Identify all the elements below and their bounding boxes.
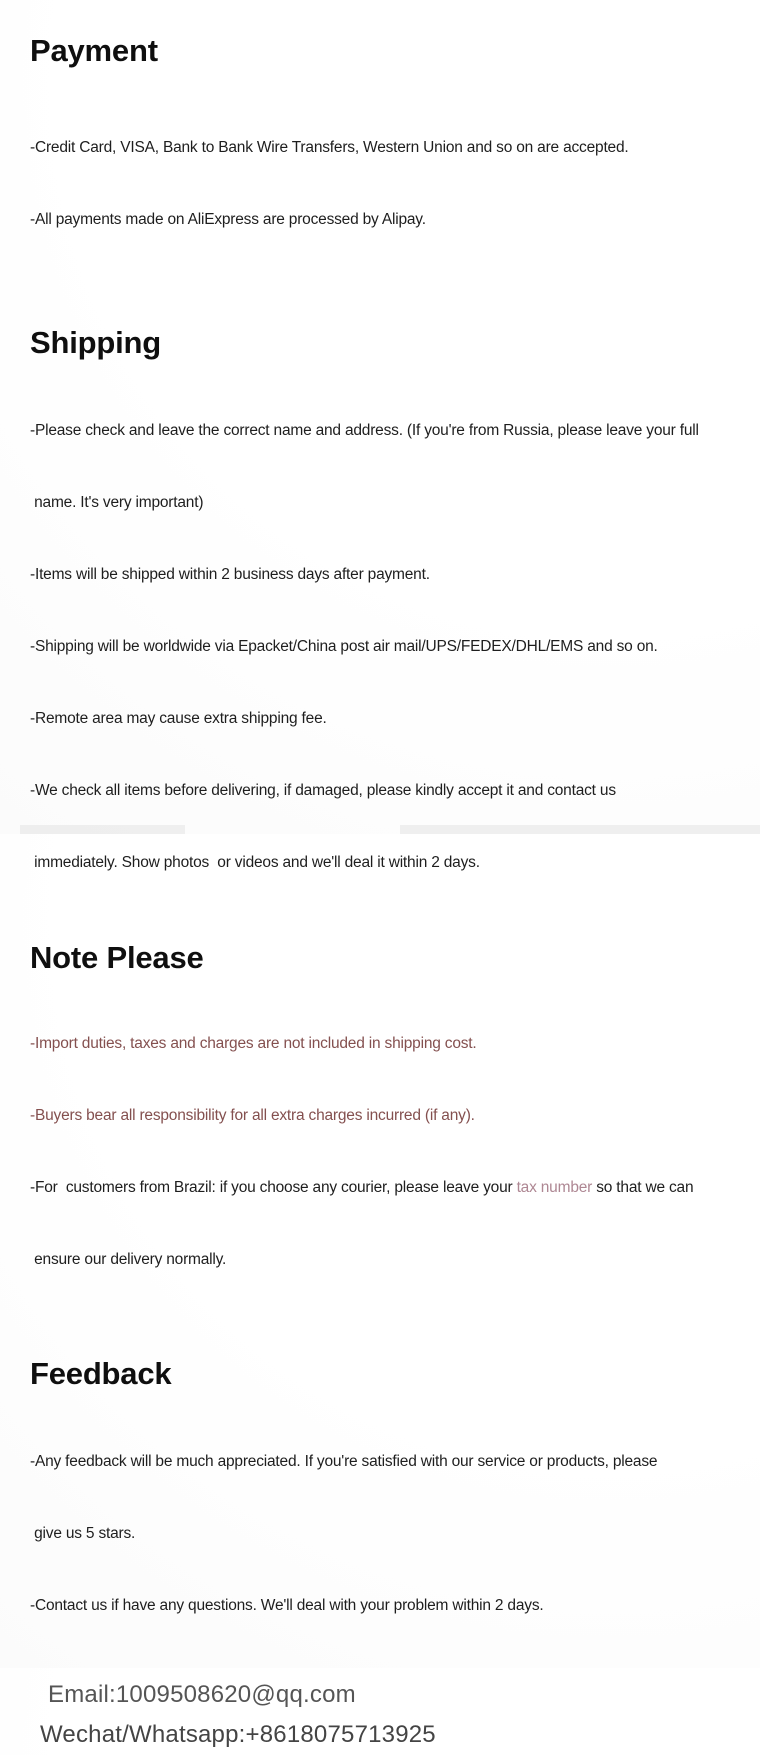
payment-line: -Credit Card, VISA, Bank to Bank Wire Transfers, Western Union and so on are accepted.	[30, 139, 629, 156]
shipping-line: -Please check and leave the correct name and address. (If you're from Russia, please leave your full	[30, 422, 699, 439]
contact-block	[30, 1675, 736, 1755]
note-brazil-line	[30, 1176, 736, 1200]
note-please-lines	[30, 984, 736, 1320]
feedback-heading: Feedback	[30, 1356, 172, 1391]
contact-wechat-whatsapp: Wechat/Whatsapp:+8618075713925	[40, 1721, 436, 1748]
payment-line: -All payments made on AliExpress are processed by Alipay.	[30, 211, 426, 228]
note-brazil-post: so that we can	[592, 1179, 694, 1196]
note-brazil-pre: -For customers from Brazil: if you choose any courier, please leave your	[30, 1179, 517, 1196]
seller-info-page	[0, 34, 760, 1755]
section-payment	[30, 34, 736, 280]
payment-lines	[30, 88, 736, 280]
shipping-line: -Shipping will be worldwide via Epacket/China post air mail/UPS/FEDEX/DHL/EMS and so on.	[30, 638, 658, 655]
note-brazil-continuation: ensure our delivery normally.	[30, 1251, 227, 1268]
section-shipping	[30, 326, 736, 923]
feedback-line: -Any feedback will be much appreciated. If you're satisfied with our service or products, please	[30, 1453, 658, 1470]
feedback-lines	[30, 1402, 736, 1666]
section-note-please	[30, 941, 736, 1320]
shipping-heading: Shipping	[30, 325, 161, 360]
note-please-heading: Note Please	[30, 940, 204, 975]
contact-email: Email:1009508620@qq.com	[48, 1681, 356, 1708]
shipping-line: -Items will be shipped within 2 business days after payment.	[30, 566, 430, 583]
note-red-line: -Import duties, taxes and charges are not included in shipping cost.	[30, 1035, 477, 1052]
shipping-lines	[30, 371, 736, 923]
feedback-line: give us 5 stars.	[30, 1525, 136, 1542]
feedback-line: -Contact us if have any questions. We'll deal with your problem within 2 days.	[30, 1597, 544, 1614]
shipping-line: immediately. Show photos or videos and we'll deal it within 2 days.	[30, 854, 480, 871]
shipping-line: name. It's very important)	[30, 494, 204, 511]
shipping-line: -We check all items before delivering, if damaged, please kindly accept it and contact us	[30, 782, 616, 799]
payment-heading: Payment	[30, 33, 158, 68]
tax-number-highlight: tax number	[516, 1179, 593, 1196]
note-red-line: -Buyers bear all responsibility for all extra charges incurred (if any).	[30, 1107, 475, 1124]
shipping-line: -Remote area may cause extra shipping fee.	[30, 710, 327, 727]
section-feedback	[30, 1357, 736, 1666]
